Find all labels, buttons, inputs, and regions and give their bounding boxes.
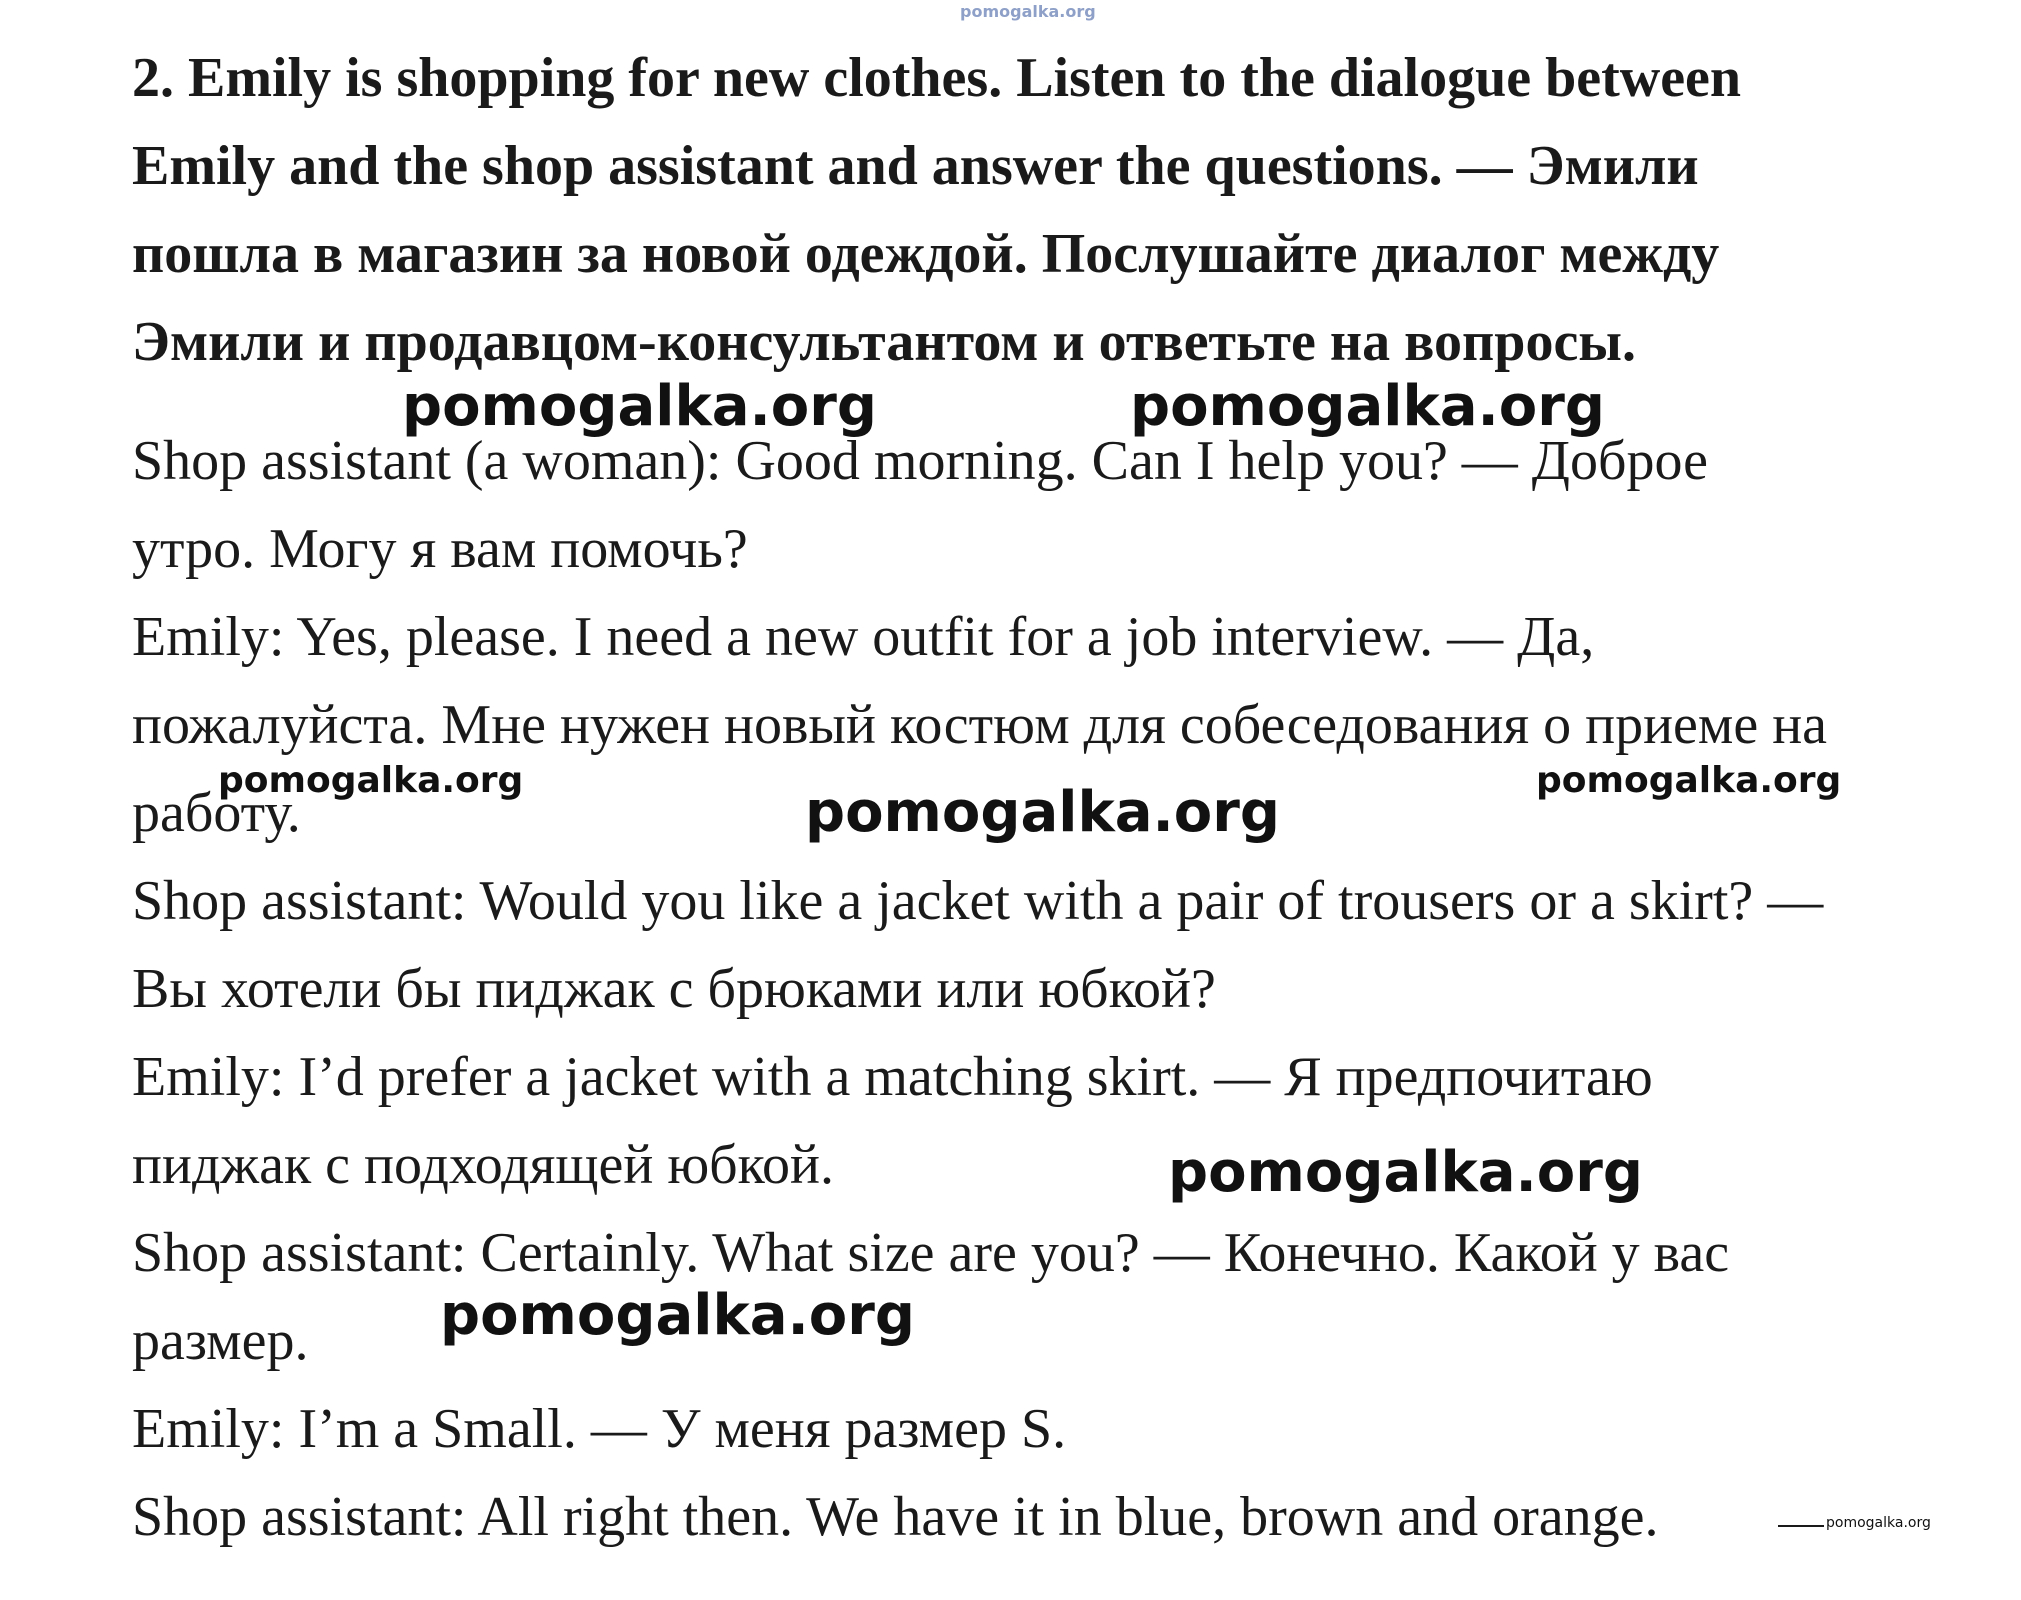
dialogue-line: Shop assistant (a woman): Good morning. Can I help you? — Доброе [132, 430, 1709, 492]
top-watermark: pomogalka.org [960, 2, 1096, 21]
dialogue-line: утро. Могу я вам помочь? [132, 518, 748, 580]
dialogue-line: пиджак с подходящей юбкой. [132, 1134, 834, 1196]
heading-line: Emily and the shop assistant and answer the questions. — Эмили [132, 135, 1699, 197]
watermark: pomogalka.org [402, 374, 877, 439]
dialogue-line: Emily: I’d prefer a jacket with a matching skirt. — Я предпочитаю [132, 1046, 1653, 1108]
dialogue-line: работу. [132, 782, 301, 844]
dialogue-line: размер. [132, 1310, 309, 1372]
watermark: pomogalka.org [805, 780, 1280, 845]
watermark: pomogalka.org [1826, 1515, 1931, 1531]
watermark: pomogalka.org [218, 760, 524, 801]
dialogue-line: Emily: Yes, please. I need a new outfit for a job interview. — Да, [132, 606, 1595, 668]
dialogue-line: Shop assistant: Would you like a jacket with a pair of trousers or a skirt? — [132, 870, 1824, 932]
watermark: pomogalka.org [1130, 374, 1605, 439]
dialogue-line: пожалуйста. Мне нужен новый костюм для собеседования о приеме на [132, 694, 1828, 756]
dash-mark [1778, 1525, 1824, 1527]
dialogue-line: Emily: I’m a Small. — У меня размер S. [132, 1398, 1067, 1460]
dialogue-line: Вы хотели бы пиджак с брюками или юбкой? [132, 958, 1216, 1020]
heading-line: Эмили и продавцом-консультантом и ответьте на вопросы. [132, 311, 1637, 373]
watermark: pomogalka.org [440, 1283, 915, 1348]
dialogue-line: Shop assistant: Certainly. What size are you? — Конечно. Какой у вас [132, 1222, 1730, 1284]
watermark: pomogalka.org [1536, 760, 1842, 801]
heading-line: пошла в магазин за новой одеждой. Послушайте диалог между [132, 223, 1720, 285]
heading-line: 2. Emily is shopping for new clothes. Listen to the dialogue between [132, 47, 1742, 109]
watermark: pomogalka.org [1168, 1140, 1643, 1205]
dialogue-line: Shop assistant: All right then. We have it in blue, brown and orange. [132, 1486, 1659, 1548]
